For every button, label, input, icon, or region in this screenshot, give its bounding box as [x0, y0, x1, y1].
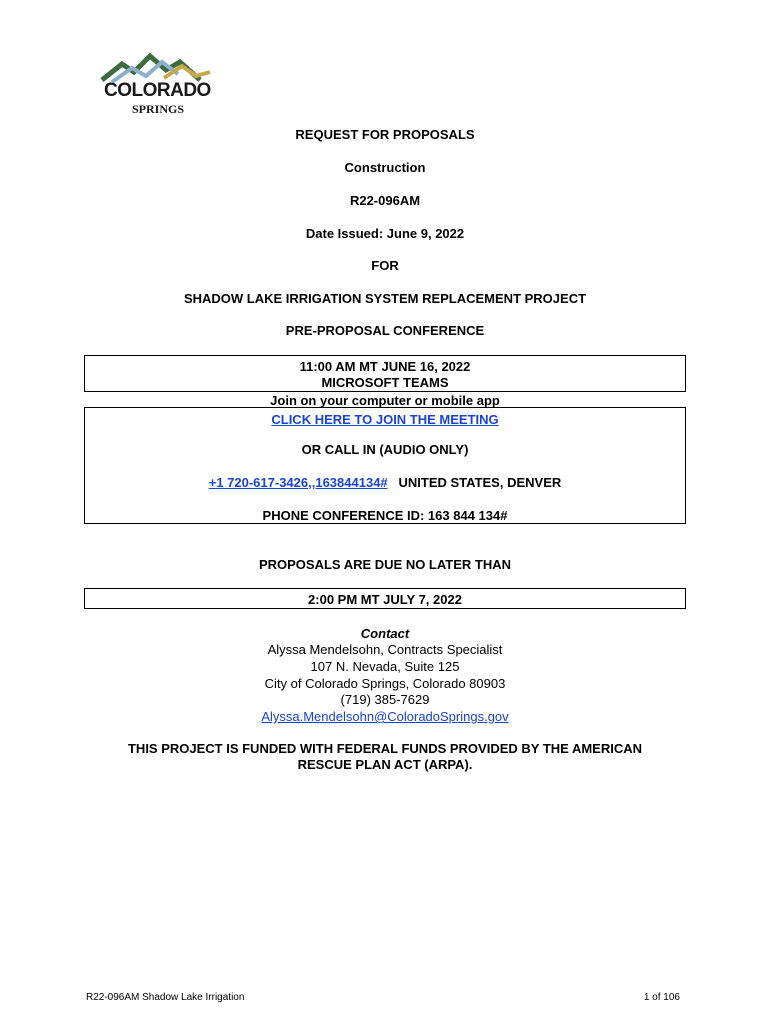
due-heading: PROPOSALS ARE DUE NO LATER THAN: [258, 557, 512, 572]
conference-heading: PRE-PROPOSAL CONFERENCE: [285, 323, 485, 338]
phone-number-link[interactable]: +1 720-617-3426,,163844134#: [208, 475, 388, 490]
footer-page-number: 1 of 106: [643, 992, 680, 1003]
conference-id: PHONE CONFERENCE ID: 163 844 134#: [262, 508, 508, 523]
call-in-label: OR CALL IN (AUDIO ONLY): [301, 442, 469, 457]
contact-phone: (719) 385-7629: [340, 692, 430, 707]
date-issued: Date Issued: June 9, 2022: [305, 226, 465, 241]
phone-location: UNITED STATES, DENVER: [398, 475, 562, 490]
project-name: SHADOW LAKE IRRIGATION SYSTEM REPLACEMENT PROJECT: [183, 291, 587, 306]
rfp-category: Construction: [344, 160, 426, 175]
logo-text-springs: SPRINGS: [132, 102, 185, 116]
deadline-box: [84, 588, 686, 609]
funding-line2: RESCUE PLAN ACT (ARPA).: [297, 757, 473, 772]
rfp-number: R22-096AM: [349, 193, 421, 208]
for-label: FOR: [371, 258, 399, 273]
phone-line: [85, 475, 685, 490]
document-title: REQUEST FOR PROPOSALS: [295, 127, 475, 142]
deadline: 2:00 PM MT JULY 7, 2022: [308, 592, 462, 607]
footer-document-name: R22-096AM Shadow Lake Irrigation: [86, 992, 245, 1003]
contact-heading: Contact: [360, 626, 410, 641]
logo-text-colorado: COLORADO: [104, 80, 211, 101]
funding-line1: THIS PROJECT IS FUNDED WITH FEDERAL FUNDS PROVIDED BY THE AMERICAN: [127, 741, 642, 756]
contact-address2: City of Colorado Springs, Colorado 80903: [264, 676, 506, 691]
contact-address1: 107 N. Nevada, Suite 125: [310, 659, 460, 674]
conference-time: 11:00 AM MT JUNE 16, 2022: [299, 359, 471, 374]
meeting-details-box: [84, 407, 686, 524]
contact-name: Alyssa Mendelsohn, Contracts Specialist: [267, 642, 503, 657]
join-text: Join on your computer or mobile app: [270, 393, 500, 408]
conference-platform: MICROSOFT TEAMS: [321, 375, 449, 390]
conference-time-box: [84, 355, 686, 392]
colorado-springs-logo: [92, 50, 222, 122]
join-meeting-link[interactable]: CLICK HERE TO JOIN THE MEETING: [271, 412, 499, 427]
contact-email-link[interactable]: Alyssa.Mendelsohn@ColoradoSprings.gov: [261, 709, 509, 724]
